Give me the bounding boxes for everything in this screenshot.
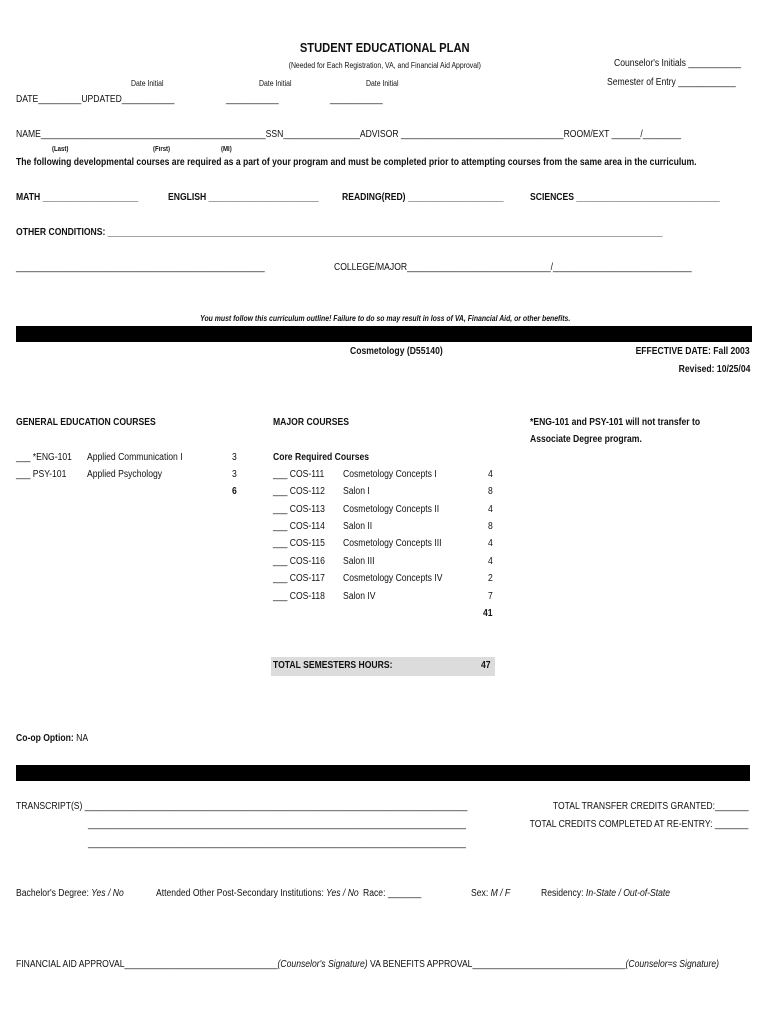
course-code[interactable]: ___ COS-116 [273, 556, 325, 567]
effective-date: EFFECTIVE DATE: Fall 2003 [635, 346, 750, 357]
name-ssn-advisor-line[interactable]: NAME_______________________________________________SSN________________ADVISOR __________________________________ROOM/EXT ______/________ [16, 129, 682, 140]
course-title: Salon III [343, 556, 375, 567]
total-hours-label: TOTAL SEMESTERS HOURS: [273, 660, 393, 671]
date-initial-blank-2[interactable]: ___________ [330, 94, 383, 105]
attended-other-institutions-field[interactable]: Attended Other Post-Secondary Institutions: Yes / No [156, 888, 359, 899]
course-title: Salon IV [343, 591, 376, 602]
gen-ed-heading: GENERAL EDUCATION COURSES [16, 417, 156, 428]
va-benefits-approval[interactable]: VA BENEFITS APPROVAL________________________________ [367, 959, 626, 970]
program-name: Cosmetology (D55140) [350, 346, 443, 357]
developmental-notice: The following developmental courses are required as a part of your program and must be completed prior to attempting courses from the same area in the curriculum. [16, 157, 697, 168]
course-title: Salon II [343, 521, 373, 532]
math-field[interactable]: MATH ____________________ [16, 192, 139, 203]
transcripts-line-2[interactable]: _______________________________________________________________________________ [88, 819, 466, 830]
course-hours: 7 [488, 591, 493, 602]
course-hours: 2 [488, 573, 493, 584]
major-total: 41 [483, 608, 493, 619]
sciences-field[interactable]: SCIENCES ______________________________ [530, 192, 720, 203]
english-field[interactable]: ENGLISH _______________________ [168, 192, 319, 203]
total-hours-value: 47 [481, 660, 491, 671]
coop-value: NA [73, 733, 89, 744]
course-title: Salon I [343, 486, 370, 497]
transfer-note-line-1: *ENG-101 and PSY-101 will not transfer to [530, 417, 701, 428]
financial-aid-approval[interactable]: FINANCIAL AID APPROVAL________________________________ [16, 959, 278, 970]
course-hours: 8 [488, 486, 493, 497]
course-hours: 3 [232, 452, 237, 463]
course-hours: 4 [488, 504, 493, 515]
course-title: Cosmetology Concepts IV [343, 573, 443, 584]
semester-of-entry-field[interactable]: Semester of Entry ____________ [607, 77, 736, 88]
section-divider-bottom [16, 765, 750, 781]
course-hours: 4 [488, 556, 493, 567]
gen-ed-total: 6 [232, 486, 237, 497]
sex-field[interactable]: Sex: M / F [471, 888, 511, 899]
other-conditions-field[interactable]: OTHER CONDITIONS: ____________________________________________________________________________________________________________________ [16, 227, 663, 238]
course-hours: 4 [488, 538, 493, 549]
college-major-field[interactable]: COLLEGE/MAJOR______________________________/_____________________________ [334, 262, 692, 273]
date-updated-field[interactable]: DATE_________UPDATED___________ [16, 94, 175, 105]
transfer-note-line-2: Associate Degree program. [530, 434, 642, 445]
curriculum-warning: You must follow this curriculum outline! Failure to do so may result in loss of VA, Financial Aid, or other benefits. [199, 314, 571, 323]
last-name-label: (Last) [52, 146, 69, 153]
section-divider-top [16, 326, 752, 342]
residency-field[interactable]: Residency: In-State / Out-of-State [541, 888, 671, 899]
reading-field[interactable]: READING(RED) ____________________ [342, 192, 504, 203]
course-code[interactable]: ___ *ENG-101 [16, 452, 72, 463]
course-title: Cosmetology Concepts I [343, 469, 437, 480]
course-code[interactable]: ___ COS-112 [273, 486, 325, 497]
counselor-initials-field[interactable]: Counselor's Initials ___________ [614, 58, 741, 69]
course-title: Applied Psychology [87, 469, 163, 480]
bachelors-degree-field[interactable]: Bachelor's Degree: Yes / No [16, 888, 124, 899]
course-code[interactable]: ___ COS-118 [273, 591, 325, 602]
revised-date: Revised: 10/25/04 [678, 364, 750, 375]
course-code[interactable]: ___ COS-117 [273, 573, 325, 584]
course-title: Applied Communication I [87, 452, 183, 463]
date-initial-label-1: Date Initial [131, 79, 164, 88]
course-title: Cosmetology Concepts II [343, 504, 440, 515]
transcripts-line-3[interactable]: _______________________________________________________________________________ [88, 838, 466, 849]
course-code[interactable]: ___ PSY-101 [16, 469, 67, 480]
course-title: Cosmetology Concepts III [343, 538, 442, 549]
transfer-credits-granted[interactable]: TOTAL TRANSFER CREDITS GRANTED:_______ [552, 801, 748, 812]
race-field[interactable]: Race: _______ [363, 888, 422, 899]
counselor-signature-label-2: (Counselor=s Signature) [625, 959, 719, 970]
coop-label: Co-op Option: [16, 733, 74, 744]
course-code[interactable]: ___ COS-113 [273, 504, 325, 515]
coop-option [16, 733, 88, 744]
approvals-line[interactable] [16, 959, 719, 970]
transcripts-field[interactable]: TRANSCRIPT(S) ________________________________________________________________________________ [16, 801, 468, 812]
college-blank-line[interactable]: ____________________________________________________ [16, 262, 265, 273]
course-code[interactable]: ___ COS-114 [273, 521, 325, 532]
credits-completed-reentry[interactable]: TOTAL CREDITS COMPLETED AT RE-ENTRY: _______ [529, 819, 748, 830]
major-heading: MAJOR COURSES [273, 417, 349, 428]
date-initial-label-3: Date Initial [366, 79, 399, 88]
core-required-heading: Core Required Courses [273, 452, 370, 463]
course-code[interactable]: ___ COS-111 [273, 469, 325, 480]
course-code[interactable]: ___ COS-115 [273, 538, 325, 549]
date-initial-blank-1[interactable]: ___________ [226, 94, 279, 105]
middle-initial-label: (MI) [221, 146, 232, 153]
page-subtitle: (Needed for Each Registration, VA, and Financial Aid Approval) [288, 61, 482, 70]
course-hours: 4 [488, 469, 493, 480]
first-name-label: (First) [153, 146, 171, 153]
counselor-signature-label: (Counselor's Signature) [277, 959, 368, 970]
course-hours: 8 [488, 521, 493, 532]
course-hours: 3 [232, 469, 237, 480]
page-title: STUDENT EDUCATIONAL PLAN [300, 40, 470, 55]
date-initial-label-2: Date Initial [259, 79, 292, 88]
